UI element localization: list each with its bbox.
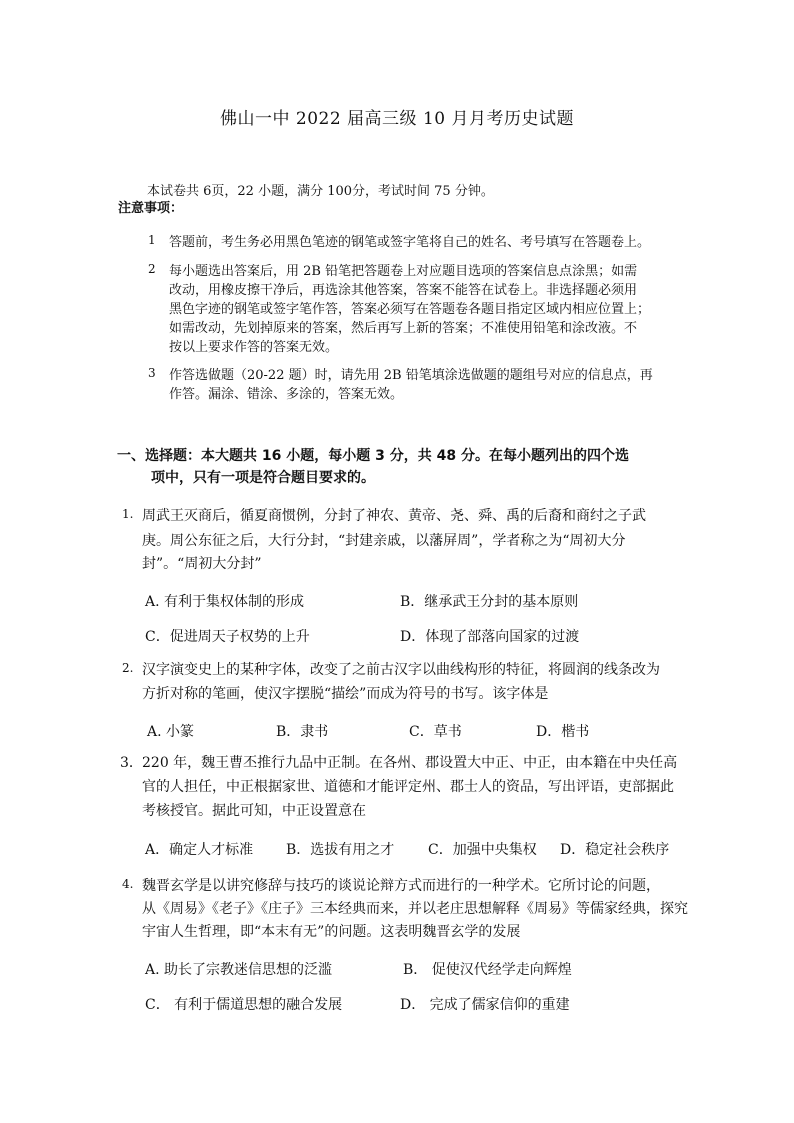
question-number: 2.: [122, 661, 134, 675]
page-title: 佛山一中 2022 届高三级 10 月月考历史试题: [219, 109, 574, 129]
notice-line: 黑色字迹的钢笔或签字笔作答，答案必须写在答题卷各题目指定区域内相应位置上；: [169, 302, 651, 317]
option-d[interactable]: D．稳定社会秩序: [560, 842, 670, 858]
option-c[interactable]: C．促进周天子权势的上升: [145, 629, 310, 645]
option-d[interactable]: D．楷书: [536, 724, 590, 740]
question-line: 官的人担任，中正根据家世、道德和才能评定州、郡士人的资品，写出评语，吏部据此: [142, 779, 674, 795]
question-number: 4.: [122, 877, 134, 891]
notice-number: 2: [148, 262, 156, 276]
option-a[interactable]: A. 小篆: [147, 724, 195, 740]
question-line: 周武王灭商后，循夏商惯例，分封了神农、黄帝、尧、舜、禹的后裔和商纣之子武: [142, 508, 646, 524]
notice-number: 3: [148, 366, 156, 380]
option-c[interactable]: C．草书: [409, 724, 462, 740]
option-d[interactable]: D． 完成了儒家信仰的重建: [400, 997, 570, 1013]
option-b[interactable]: B． 促使汉代经学走向辉煌: [403, 962, 572, 978]
exam-summary: 本试卷共 6页，22 小题，满分 100分，考试时间 75 分钟。: [147, 184, 494, 199]
notice-line: 作答。漏涂、错涂、多涂的，答案无效。: [169, 387, 404, 402]
notice-line: 如需改动，先划掉原来的答案，然后再写上新的答案；不准使用铅笔和涂改液。不: [169, 321, 638, 336]
question-line: 魏晋玄学是以讲究修辞与技巧的谈说论辩方式而进行的一种学术。它所讨论的问题，: [142, 878, 660, 894]
notice-line: 按以上要求作答的答案无效。: [169, 340, 339, 355]
option-a[interactable]: A. 有利于集权体制的形成: [145, 594, 305, 610]
question-number: 1.: [122, 507, 134, 521]
option-a[interactable]: A. 助长了宗教迷信思想的泛滥: [145, 962, 333, 978]
option-c[interactable]: C．加强中央集权: [428, 842, 537, 858]
notice-line: 答题前，考生务必用黑色笔迹的钢笔或签字笔将自己的姓名、考号填写在答题卷上。: [169, 235, 651, 250]
option-c[interactable]: C． 有利于儒道思想的融合发展: [145, 997, 343, 1013]
option-b[interactable]: B．隶书: [276, 724, 329, 740]
question-line: 庚。周公东征之后，大行分封，“封建亲戚，以藩屏周”，学者称之为“周初大分: [142, 533, 626, 549]
notice-line: 每小题选出答案后，用 2B 铅笔把答题卷上对应题目选项的答案信息点涂黑；如需: [169, 264, 638, 279]
section-heading-cont: 项中，只有一项是符合题目要求的。: [151, 470, 375, 486]
question-line: 宇宙人生哲理，即“本末有无”的问题。这表明魏晋玄学的发展: [142, 924, 521, 940]
notice-line: 改动，用橡皮擦干净后，再选涂其他答案，答案不能答在试卷上。非选择题必须用: [169, 283, 638, 298]
option-a[interactable]: A．确定人才标准: [145, 842, 254, 858]
option-b[interactable]: B．选拔有用之才: [286, 842, 395, 858]
question-number: 3．: [120, 755, 143, 771]
notice-heading: 注意事项：: [118, 201, 184, 216]
question-line: 汉字演变史上的某种字体，改变了之前古汉字以曲线构形的特征，将圆润的线条改为: [142, 662, 660, 678]
notice-number: 1: [148, 233, 156, 247]
question-line: 从《周易》《老子》《庄子》三本经典而来，并以老庄思想解释《周易》等儒家经典，探究: [142, 901, 688, 917]
question-line: 考核授官。据此可知，中正设置意在: [142, 803, 366, 819]
question-line: 220 年，魏王曹丕推行九品中正制。在各州、郡设置大中正、中正，由本籍在中央任高: [142, 755, 678, 771]
option-d[interactable]: D．体现了部落向国家的过渡: [400, 629, 580, 645]
section-heading: 一、选择题：本大题共 16 小题，每小题 3 分，共 48 分。在每小题列出的四个选: [117, 448, 629, 464]
notice-line: 作答选做题（20-22 题）时，请先用 2B 铅笔填涂选做题的题组号对应的信息点，再: [169, 368, 653, 383]
question-line: 方折对称的笔画，使汉字摆脱“描绘”而成为符号的书写。该字体是: [142, 686, 549, 702]
question-line: 封”。“周初大分封”: [142, 556, 262, 572]
option-b[interactable]: B．继承武王分封的基本原则: [400, 594, 579, 610]
